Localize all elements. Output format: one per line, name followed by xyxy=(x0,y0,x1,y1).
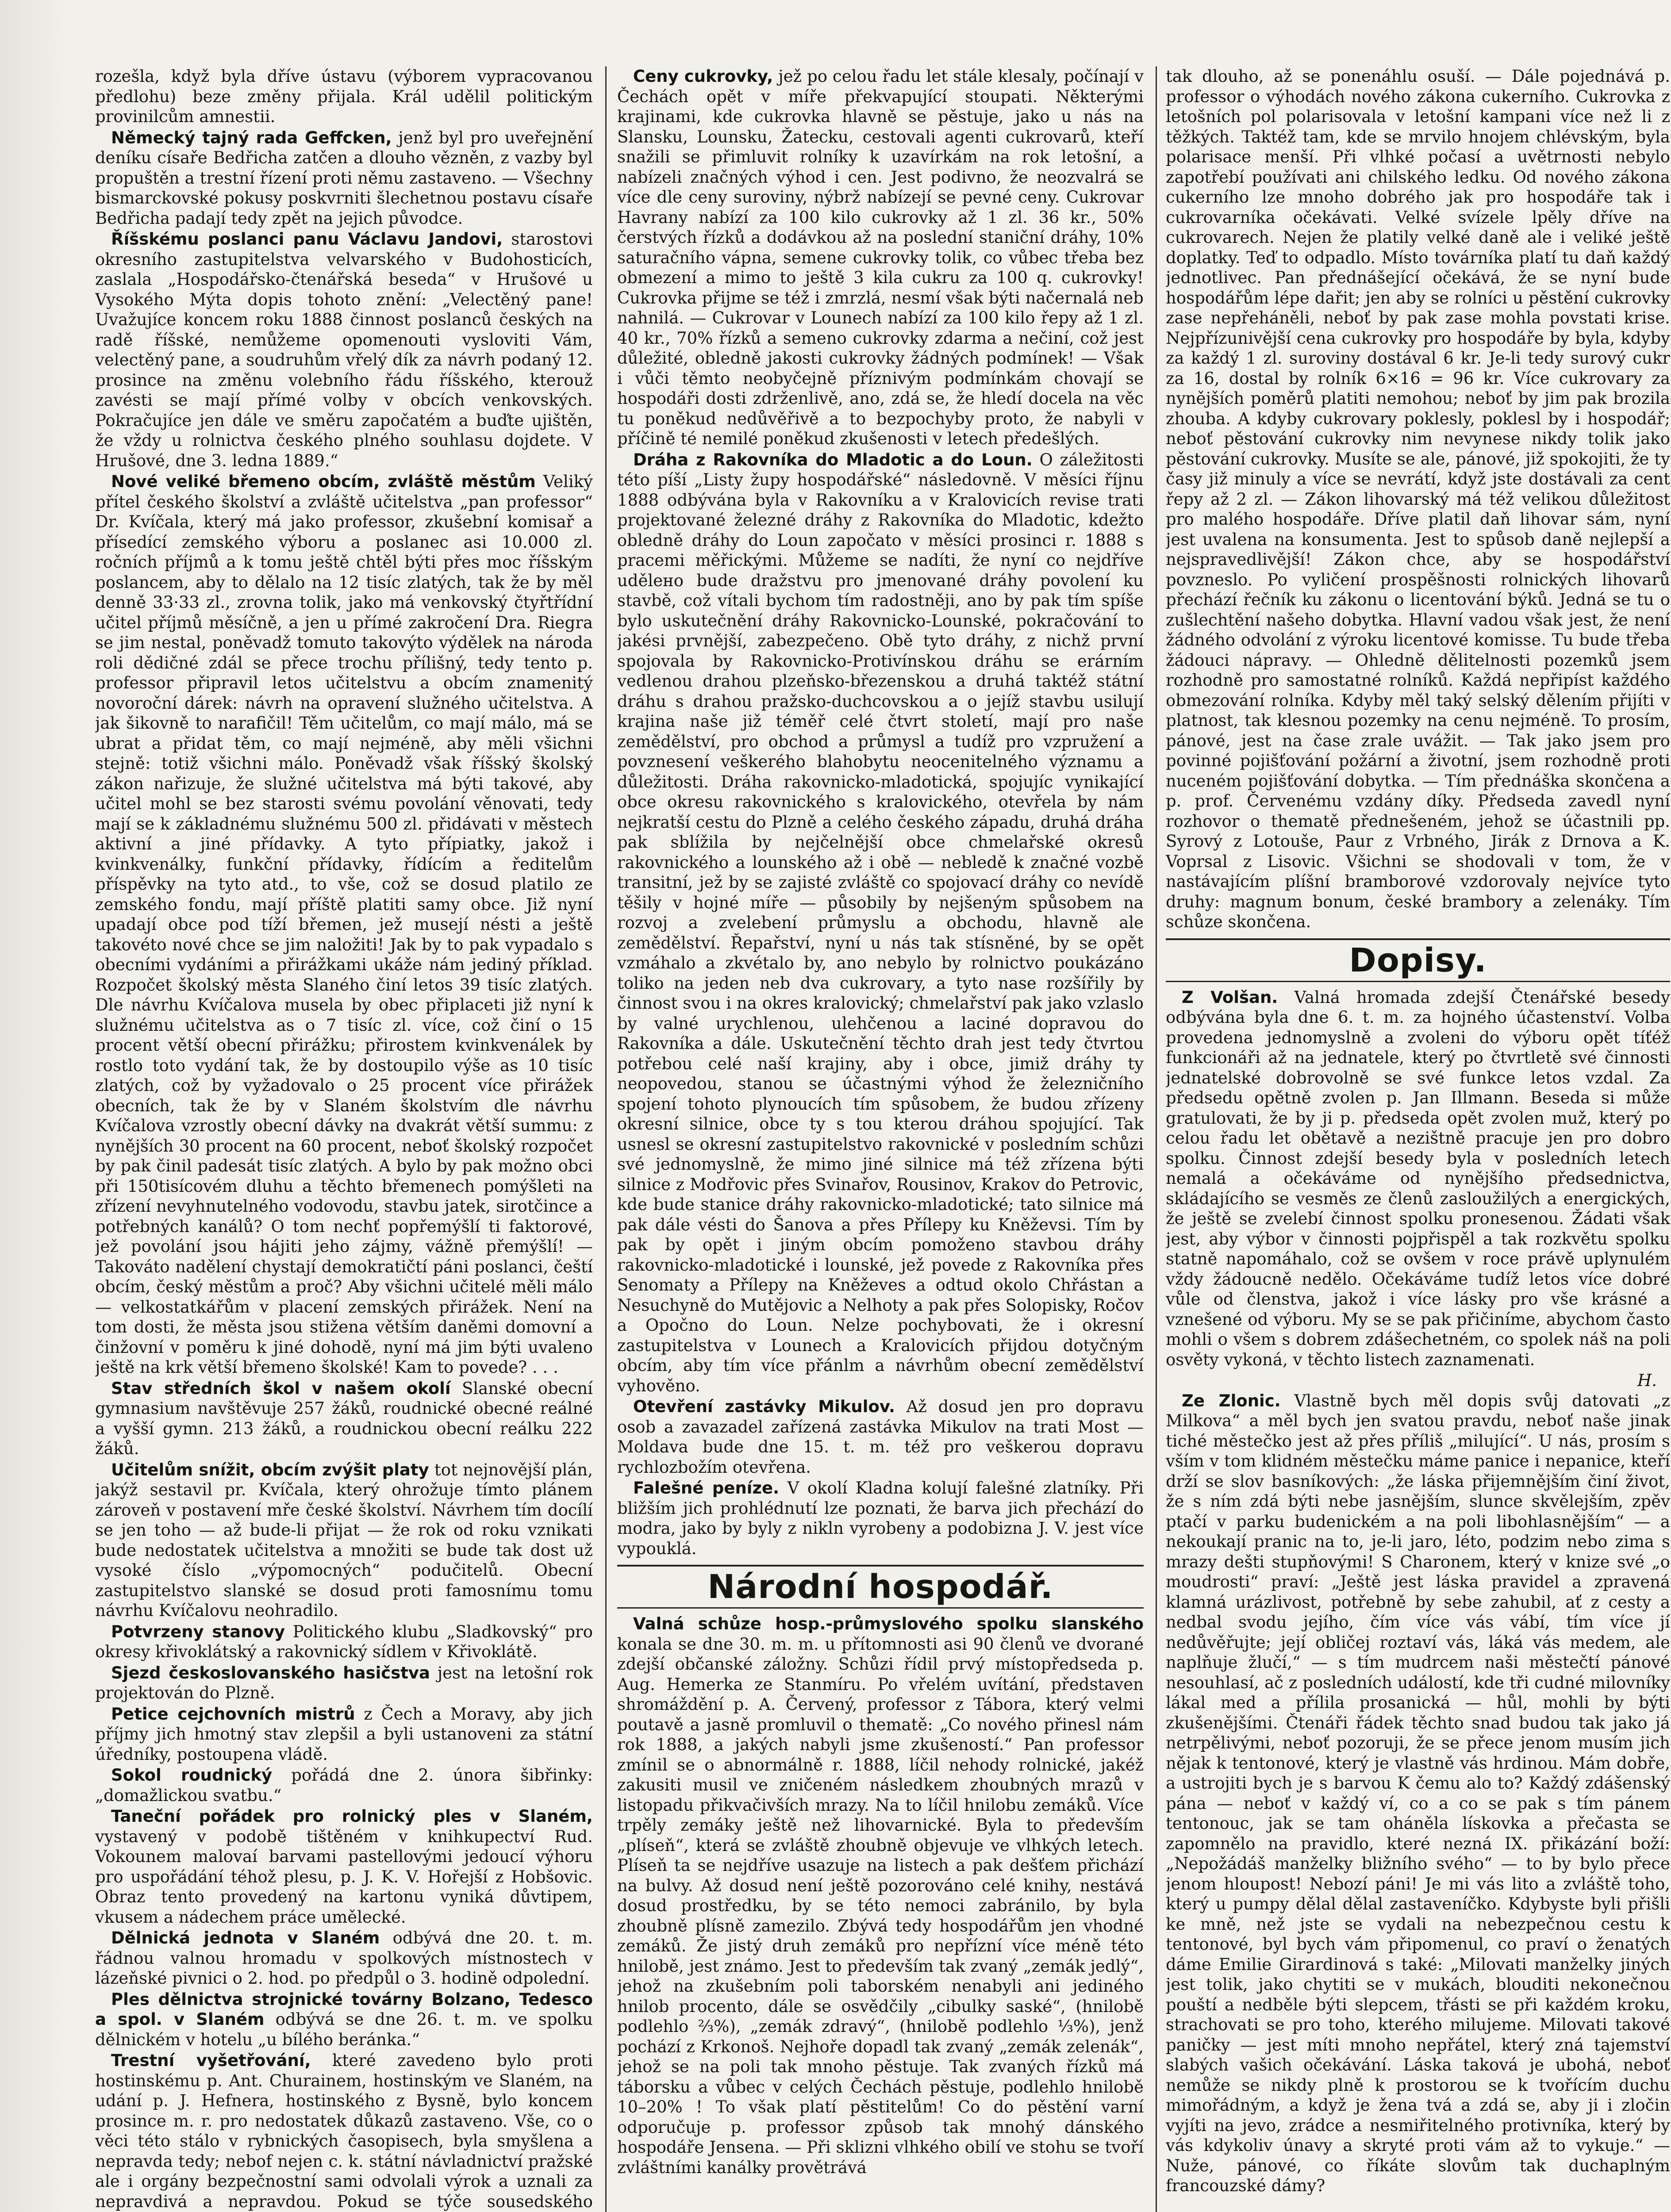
article-text: Veliký přítel českého školství a zvláště učitelstva „pan professor“ Dr. Kvíčala, který má jako professor, zkušební komisař a přísedící zemského výboru a poslanec asi 10.000 zl. ročních příjmů a k tomu ještě chtěl býti přes moc říšským poslancem, aby to dělalo na 12 tisíc zlatých, tak že by měl denně 33·33 zl., zrovna tolik, jako má venkovský čtyřtřídní učitel příjmů měsíčně, a jen u přímé zakročení Dra. Riegra se jim nestal, poněvadž tomuto takovýto výdělek na národa roli dědičné zdál se přece trochu přílišný, tedy tento p. professor připravil letos učitelstvu a obcím znamenitý novoroční dárek: návrh na opravení služného učitelstva. A jak šikovně to narafičil! Těm učitelům, co mají málo, má se ubrat a přidat těm, co mají nejméně, aby měli všichni stejně: totiž všichni málo. Poněvadž však říšský školský zákon nařizuje, že služné učitelstva má býti takové, aby učitel mohl se bez starosti svému povolání věnovati, tedy mají se k základnému služnému 500 zl. přidávati v městech aktivní a jiné přídavky. A tyto přípiatky, jakož i kvinkvenálky, funkční přídavky, řídícím a ředitelům příspěvky na tyto atd., to vše, což se dosud platilo ze zemského fondu, mají příště platiti samy obce. Již nyní upadají obce pod tíží břemen, jež musejí nésti a ještě takovéto nové chce se jim naložiti! Jak by to pak vypadalo s obecními vydáními a přirážkami ukáže nám jediný příklad. Rozpočet školský města Slaného činí letos 39 tisíc zlatých. Dle návrhu Kvíčalova musela by obec připlaceti již nyní k služnému učitelstva as o 7 tisíc zl. více, což činí o 15 procent větší obecní přirážku; přirostem kvinkvenálek by rostlo toto vydání tak, že by dostoupilo výše as 10 tisíc zlatých, což by vyžadovalo o 25 procent více přirážek obecních, tak že by v Slaném školstvím dle návrhu Kvíčalova vzrostly obecní dávky na dvakrát větší summu: z nynějších 30 procent na 60 procent, neboť školský rozpočet by pak činil padesát tisíc zlatých. A bylo by pak možno obci při 150tisícovém dluhu a těchto břemenech pomýšleti na zřízení nevyhnutelného vodovodu, stavbu jatek, sirotčince a potřebných kanálů? O tom nechť popřemýšlí ti faktorové, jež povolání jsou hájiti jeho zájmy, vážně přemýšlí! — Takováto nadělení chystají demokratičtí páni poslanci, čeští obcím, český městům a proč? Aby všichni učitelé měli málo — velkostatkářům v placení zemských přirážek. Není na tom dosti, že města jsou stižena větším daněmi domovní a činžovní v poměru k jiné dohodě, nyní má jim býti uvaleno ještě na krk větší břemeno školské! Kam to povede? . . . xyxy=(95,472,593,1377)
column-rule xyxy=(605,66,607,2212)
article-text: jest na letošní rok projektován do Plzně. xyxy=(95,1663,593,1702)
article-heading: Ples dělnictva strojnické továrny Bolzano, Tedesco a spol. v Slaném xyxy=(95,1989,593,2029)
article-text: tot nejnovější plán, jakýž sestavil pr. Kvíčala, který ohrožuje tímto plánem zároveň v postavení mře české školství. Návrhem tím docílí se jen toho — až bude-li přijat — že rok od roku vznikati bude nedostatek učitelstva a množiti se bude tak dost už vysoké číslo „výpomocných“ podučitelů. Obecní zastupitelstvo slanské se dosud proti famosnímu tomu návrhu Kvíčalovu neohradilo. xyxy=(95,1460,593,1620)
article-heading: Potvrzeny stanovy xyxy=(111,1622,285,1641)
article-paragraph xyxy=(95,229,593,471)
article-paragraph xyxy=(1166,1391,1670,2196)
column-right xyxy=(1166,66,1670,2212)
article-paragraph xyxy=(95,2051,593,2212)
article-paragraph xyxy=(95,472,593,1378)
article-text: starostovi okresního zastupitelstva velvarského v Budohosticích, zaslala „Hospodářsko-čtenářská beseda“ v Hrušové u Vysokého Mýta dopis tohoto znění: „Velectěný pane! Uvažujíce koncem roku 1888 činnost poslanců českých na radě říšské, nemůžeme opomenouti vysloviti Vám, velectěný pane, a soudruhům vřelý dík za návrh podaný 12. prosince na změnu volebního řádu říšského, kterouž zavésti se mají přímé volby v obcích venkovských. Pokračujíce jen dále ve směru započatém a buďte ujištěn, že vždy u rolnictva českého plného souhlasu dojdete. V Hrušové, dne 3. ledna 1889.“ xyxy=(95,230,593,470)
article-text: odbývá dne 20. t. m. řádnou valnou hromadu v spolkových místnostech v lázeňské pivnici o 2. hod. po předpůl o 3. hodině odpolední. xyxy=(95,1928,593,1988)
article-heading: Taneční pořádek pro rolnický ples v Slaném, xyxy=(111,1807,593,1826)
article-heading: Trestní vyšetřování, xyxy=(111,2051,311,2070)
article-text: pořádá dne 2. února šibřinky: „domažlickou svatbu.“ xyxy=(95,1766,593,1805)
article-text: O záležitosti této píší „Listy župy hospodářské“ následovně. V měsíci říjnu 1888 odbývána byla v Rakovníku a v Kralovicích revise trati projektované železné dráhy z Rakovníka do Mladotic, kdežto obledně dráhy do Loun započato v měsíci prosinci r. 1888 s pracemi měřickými. Můžeme se nadíti, že nyní co nejdříve udělено bude dražstvu pro jmenované dráhy povolení ku stavbě, což vítali bychom tím radostněji, ano by pak tím spíše bylo uskutečnění dráhy Rakovnicko-Lounské, pokračování to jakési prvnější, zabezpečeno. Obě tyto dráhy, z nichž první spojovala by Rakovnicko-Protivínskou dráhu se erárním vedlenou drahou plzeňsko-březenskou a druhá taktéž státní dráhu s drahou pražsko-duchcovskou a o jejíž stavbu usilují krajina naše již téměř celé čtvrt století, mají pro naše zemědělství, pro obchod a průmysl a tudíž pro vzpružení a povznesení veškerého blahobytu neocenitelného významu a důležitosti. Dráha rakovnicko-mladotická, spojujíc vynikající obce okresu rakovnického s kralovického, otevřela by nám nejkratší cestu do Plzně a celého českého západu, druhá dráha pak sblížila by nejčelnější obce chmelařské okresů rakovnického a lounského až i obě — nebledě k značné vozbě transitní, jež by se zajisté zvláště co spojovací dráhy co nevídě těšily v hojné míře — působily by nejšeným spůsobem na rozvoj a zvelebení průmyslu a obchodu, hlavně ale zemědělství. Řepařství, nyní u nás tak stísněné, by se opět vzmáhalo a zkvétalo by, ano nebylo by rolnictvo poukázáno toliko na jeden neb dva cukrovary, a tyto nase rozšířily by činnost svou i na okres kralovický; chmelařství pak jako vzlaslo by valné urychlenou, ulehčenou a laciné dopravou do Rakovníka a dále. Uskutečnění těchto drah jest tedy čtvrtou potřebou celé naší krajiny, aby i obce, jimiž dráhy ty neopovedou, stanou se účastnými výhod že železničního spojení tohoto plynoucích tím spůsobem, že budou zřízeny okresní silnice, obce ty s tou kterou dráhou spojující. Tak usnesl se okresní zastupitelstvo rakovnické v posledním schůzi své jednomyslně, že mimo jiné silnice má též zřízena býti silnice z Modřovic přes Svinařov, Rousinov, Krakov do Petrovic, kde bude stanice dráhy rakovnicko-mladotické; tato silnice má pak dále vésti do Šanova a přes Přílepy ku Kněževsi. Tím by pak by opět i jiným obcím pomoženo stavbou dráhy rakovnicko-mladotické i lounské, jež povede z Rakovníka přes Senomaty a Přílepy na Kněževes a odtud okolo Chřástan a Nesuchyně do Mutějovic a Nelhoty a pak přes Solopisky, Ročov a Opočno do Loun. Nelze pochybovati, že i okresní zastupitelstva v Lounech a Kralovicích přijdou dotyčným obcím, aby tím více přánlm a návrhům obecní zemědělství vyhověno. xyxy=(617,450,1144,1395)
newspaper-page xyxy=(95,66,1670,2212)
article-text: Slanské obecní gymnasium navštěvuje 257 žáků, roudnické obecné reálné a vyšší gymn. 213 žáků, a roudnickou obecní reálku 222 žáků. xyxy=(95,1379,593,1458)
article-paragraph xyxy=(1166,66,1670,932)
article-text: jenž byl pro uveřejnění deníku císaře Bedřicha zatčen a dlouho vězněn, z vazby byl propuštěn a trestní řízení proti němu zastaveno. — Všechny bismarckovské pokusy poskvrniti šlechetnou postavu císaře Bedřicha padají tedy zpět na jejich původce. xyxy=(95,128,593,228)
article-heading: Valná schůze hosp.-průmyslového spolku slanského xyxy=(633,1614,1144,1633)
article-paragraph xyxy=(1166,987,1670,1370)
article-paragraph xyxy=(95,1622,593,1662)
article-paragraph xyxy=(617,66,1144,449)
article-heading: Sokol roudnický xyxy=(111,1766,273,1785)
article-paragraph xyxy=(95,1704,593,1765)
article-paragraph xyxy=(617,1397,1144,1477)
article-paragraph xyxy=(95,1806,593,1927)
column-left xyxy=(95,66,593,2212)
article-heading: Učitelům snížit, obcím zvýšit platy xyxy=(111,1460,429,1479)
article-heading: Falešné peníze. xyxy=(633,1479,780,1498)
article-text: tak dlouho, až se ponenáhlu osuší. — Dále pojednává p. professor o výhodách nového zákona cukerního. Cukrovka z letošních pol polarisovala v letošní kampani více než li z těžkých. Taktéž tam, kde se mrvilo hnojem chlévským, byla polarisace menší. Při vlhké počasí a uvětrnosti nebylo zapotřebí používati ani chilského ledku. Od nového zákona cukerního lze mnoho dobrého jak pro hospodáře tak i cukrovarníka očekávati. Velké svízele lpěly dříve na cukrovarech. Nejen že platily velké daně ale i veliké ještě doplatky. Teď to odpadlo. Místo továrníka platí tu daň každý jednotlivec. Pan přednášející očekává, že se nyní bude hospodářům lépe dařit; jen aby se rolníci u pěstění cukrovky zase nepřeháněli, neboť by pak zase mohla povstati krise. Nejpřízunivější cena cukrovky pro hospodáře by byla, kdyby za každý 1 zl. suroviny dostával 6 kr. Je-li tedy surový cukr za 16, dostal by rolník 6×16 = 96 kr. Více cukrovary za nynějších poměrů platiti nemohou; neboť by jim pak brozila zhouba. A kdyby cukrovary poklesly, poklesl by i hospodář; neboť pěstování cukrovky nim nevynese nikdy tolik jako pěstování cukrovky. Musíte se ale, pánové, již spokojiti, že ty časy již minuly a více se nevrátí, když jste dostávali za cent řepy až 2 zl. — Zákon lihovarský má též velikou důležitost pro malého hospodáře. Dříve platil daň lihovar sám, nyní jest uvalena na konsumenta. Jest to spůsob daně nejlepší a nejspravedlivější! Zákon chce, aby se hospodářství povzneslo. Po vyličení prospěšnosti rolnických lihovarů přechází řečník ku zákonu o licentování býků. Jedná se tu o zušlechtění našeho dobytka. Hlavní vadou však jest, že není žádného odvolání z výroku licentové komisse. Tu bude třeba žádouci nápravy. — Ohledně dělitelnosti pozemků jsem rozhodně pro samostatné rolníků. Každá nepřipíst každého obmezování rolníka. Kdyby měl taký selský dělením přijíti v platnost, tak klesnou pozemky na cenu nejméně. To prosím, pánové, jest na čase zrale uvážit. — Tak jako jsem pro povinné pojišťování požární a životní, jsem rozhodně proti nuceném pojišťování dobytka. — Tím přednáška skončena a p. prof. Červenému vzdány díky. Předseda zavedl nyní rozhovor o thematě přednešeném, jehož se účastnili pp. Syrový z Lotouše, Paur z Vrbného, Jirák z Drnova a K. Voprsal z Lisovic. Všichni se shodovali v tom, že v nastávajícím plíšní bramborové vzdorovaly nejvíce tyto druhy: magnum bonum, české brambory a zelenáky. Tím schůze skončena. xyxy=(1166,67,1670,931)
article-text: jež po celou řadu let stále klesaly, počínají v Čechách opět v míře překvapující stoupati. Některými krajinami, kde cukrovka hlavně se pěstuje, jako u nás na Slansku, Lounsku, Žatecku, cestovali agenti cukrovarů, kteří snažili se přimluvit rolníky k uzavírkám na rok letošní, a nabízeli značných výhod i cen. Jest podivno, že neozvalrá se více dle ceny suroviny, nýbrž nabízejí se pevné ceny. Cukrovar Havrany nabízí za 100 kilo cukrovky až 1 zl. 36 kr., 50% čerstvých řízků a dodávkou až na poslední staniční dráhy, 10% saturačního vápna, semene cukrovky tolik, co vůbec třeba bez obmezení a mimo to ještě 3 kila cukru za 100 q. cukrovky! Cukrovka přijme se též i zmrzlá, nesmí však býti načernalá neb nahnilá. — Cukrovar v Lounech nabízí za 100 kilo řepy až 1 zl. 40 kr., 70% řízků a semeno cukrovky zdarma a nečiní, což jest důležité, obledně jakosti cukrovky žádných podmínek! — Však i vůči těmto neobyčejně příznivým podmínkám chovají se hospodáři dosti zdrženlivě, ano, zdá se, že hledí docela na věc tu poněkud nedůvěřivě a to bezpochyby proto, že nabyli v příčině té nemilé poněkud zkušenosti v letech předešlých. xyxy=(617,67,1144,448)
article-text: Až dosud jen pro dopravu osob a zavazadel zařízená zastávka Mikulov na trati Most — Moldava bude dne 15. t. m. též pro veškerou dopravu rychlozbožím otevřena. xyxy=(617,1397,1144,1477)
article-paragraph xyxy=(617,450,1144,1396)
article-text: rozešla, když byla dříve ústavu (výborem vypracovanou předlohu) beze změny přijala. Král udělil politickým provinilcům amnestii. xyxy=(95,67,593,126)
article-text: vystavený v podobě tištěném v knihkupectví Rud. Vokounem malovaí barvami pastellovými jedoucí výhoru pro uspořádání téhož plesu, p. J. K. V. Hořejší z Hobšovic. Obraz tento provedený na kartonu vyniká důvtipem, vkusem a nádechem práce umělecké. xyxy=(95,1827,593,1927)
article-heading: Stav středních škol v našem okolí xyxy=(111,1379,451,1398)
page-edge-shadow xyxy=(0,0,66,2212)
article-heading: Německý tajný rada Geffcken, xyxy=(111,128,392,147)
article-text: Valná hromada zdejší Čtenářské besedy odbývána byla dne 6. t. m. za hojného účastenství. Volba provedena jednomyslně a zvoleni do výboru opět tíťéž funkcionáři až na jednatele, který po čtvrtletě své činnosti jednatelské dobrovolně se své funkce letos vzdal. Za předsedu opětně zvolen p. Jan Illmann. Beseda si může gratulovati, že by ji p. předseda opět zvolen muž, který po celou řadu let obětavě a nezištně pracuje jen pro dobro spolku. Činnost zdejší besedy byla v posledních letech nemalá a očekáváme od nynějšího předsednictva, skládajícího se vesměs ze členů zasloužilých a energických, že ještě se zvelebí činnost spolku pronesenou. Žádati však jest, aby výbor v činnosti pojpřispěl a tak rozkvětu spolku statně napomáhalo, což se ovšem v roce právě uplynulém vždy žádoucně nedělo. Očekáváme tudíž letos více dobré vůle od členstva, jakož i více lásky pro vše krásné a vznešené od výboru. My se se pak přičiníme, abychom často mohli o všem s dobrem zdášechetném, co spolek náš na poli osvěty vykoná, v těchto listech zaznamenati. xyxy=(1166,987,1670,1369)
article-paragraph xyxy=(95,1765,593,1805)
section-heading: Dopisy. xyxy=(1166,938,1670,982)
article-paragraph xyxy=(95,128,593,229)
article-paragraph xyxy=(95,1989,593,2050)
article-text: z Čech a Moravy, aby jich příjmy jich hmotný stav zlepšil a byli ustanoveni za státní úředníky, postoupena vládě. xyxy=(95,1704,593,1764)
article-heading: Otevření zastávky Mikulov. xyxy=(633,1397,895,1416)
article-paragraph xyxy=(95,1460,593,1621)
section-heading: Národní hospodář. xyxy=(617,1565,1144,1609)
column-middle xyxy=(617,66,1144,2212)
article-text: odbývá se dne 26. t. m. ve spolku dělnickém v hotelu „u bílého beránka.“ xyxy=(95,2010,593,2049)
article-text: konala se dne 30. m. m. u přítomnosti asi 90 členů ve dvorané zdejší občanské záložny. Schůzi řídil prvý místopředseda p. Aug. Hemerka ze Stanmíru. Po vřelém uvítání, představen shromáždění p. A. Červený, professor z Tábora, který velmi poutavě a jasně promluvil o thematě: „Co nového přinesl nám rok 1888, a jakých nabyli jsme zkušeností.“ Pan professor zmínil se o abnormálně r. 1888, líčil nehody rolnické, jakéž zakusiti musil ve zničeném následkem zhoubných mrazů v listopadu přikvačivších mrazy. Na to líčil hnilobu zemáků. Více trpěly zemáky ještě než lihovarnické. Byla to především „plíseň“, která se zvláště zhoubně objevuje ve vlhkých letech. Plíseň ta se nejdříve usazuje na listech a pak dešťem přichází na bulvy. Až dosud není ještě pozorováno celé knihy, nestává dosud prostředku, by se této nemoci zabránilo, by byla zhoubně plísně zamezilo. Zbývá tedy hospodářům jen vhodné zemáků. Že jistý druh zemáků pro nepřízní více méně této hnilobě, jest známo. Jest to především tak zvaný „zemák jedlý“, jehož na zkušebním poli taborském nenabyli ani jediného hnilob procento, dále se osvědčily „cibulky saské“, (hnilobě podlehlo ⅔%), „zemák zdravý“, (hnilobě podlehlo ⅓%), jenž pochází z Krkonoš. Nejhoře dopadl tak zvaný „zemák zelenák“, jehož se na poli tak mnoho pěstuje. Tak zvaných řízků má táborsku a vůbec v celých Čechách pěstuje, podlehlo hnilobě 10–20% ! To však platí pěstitelům! Co do pěstění varní odporučuje p. professor způsob tak mnohý dánského hospodáře Jensena. — Při sklizni vlhkého obilí ve stohu se tvoří zvláštními kanálky provětrává xyxy=(617,1634,1144,2177)
article-heading: Dráha z Rakovníka do Mladotic a do Loun. xyxy=(633,450,1033,469)
column-rule xyxy=(1156,66,1157,2212)
article-paragraph xyxy=(95,1663,593,1703)
article-heading: Ceny cukrovky, xyxy=(633,67,773,86)
article-heading: Dělnická jednota v Slaném xyxy=(111,1928,380,1947)
article-heading: Sjezd českoslovanského hasičstva xyxy=(111,1663,430,1682)
article-heading: Říšskému poslanci panu Václavu Jandovi, xyxy=(111,230,503,249)
article-heading: Z Volšan. xyxy=(1182,987,1278,1007)
article-text: Politického klubu „Sladkovský“ pro okresy křivoklátský a rakovnický sídlem v Křivoklátě. xyxy=(95,1622,593,1661)
article-text: které zavedeno bylo proti hostinskému p. Ant. Churainem, hostinským ve Slaném, na udání p. J. Hefnera, hostinského z Bysně, bylo koncem prosince m. r. pro nedostatek důkazů zastaveno. Vše, co o věci této stálo v rybnických časopisech, byla smyšlena a nepravda tedy; nebof nejen c. k. státní návladnictví pražské ale i orgány bezpečnostní sami odvolali výrok a uznali za nepravdivá a nepravdou. Pokud se týče sousedského xyxy=(95,2051,593,2211)
article-text: V okolí Kladna kolují falešné zlatníky. Při bližším jich prohlédnutí lze poznati, že barva jich přechází do modra, jako by byly z nikln vyrobeny a podobizna J. V. jest více vypouklá. xyxy=(617,1479,1144,1558)
article-heading: Nové veliké břemeno obcím, zvláště městům xyxy=(111,472,536,491)
article-paragraph xyxy=(617,1614,1144,2177)
article-paragraph xyxy=(95,1928,593,1989)
article-signature: H. xyxy=(1637,1371,1657,1390)
article-heading: Ze Zlonic. xyxy=(1182,1391,1281,1410)
article-paragraph xyxy=(617,1478,1144,1559)
article-heading: Petice cejchovních mistrů xyxy=(111,1704,355,1724)
article-paragraph xyxy=(95,66,593,127)
article-paragraph xyxy=(95,1379,593,1459)
article-text: Vlastně bych měl dopis svůj datovati „z Milkova“ a měl bych jen svatou pravdu, neboť naše jinak tiché městečko jest až přes příliš „milující“. U nás, prosím s vším v tom klidném městečku máme panice i nepanice, kteří drží se slov basníkových: „že láska přijemnějším činí život, že s ním zdá býti nebe jasnějším, slunce skvělejším, zpěv ptačí v parku budenickém a na poli libohlasnějším“ — a nekoukají pranic na to, je-li jaro, léto, podzim nebo zima s mrazy dešti stupňovými! S Charonem, který v knize své „o moudrosti“ praví: „Ještě jest láska pravidel a zpravená klamná urázlivost, potřebně by sebe zahubil, ať z cesty a nedbal svodu jejího, čím více vás vábí, tím více jí nedůvěřujte; její obličej roztaví vás, láká vás medem, ale naplňuje žlučí,“ — s tím mudrcem naši městečtí pánové nesouhlasí, ač z posledních událostí, kde tři cudné milovníky lákal med a přílila prosanická — hůl, mohli by býti zkušenějšími. Čtenáři řádek těchto snad budou tak jako já netrpělivými, neboť pozoruji, že se přece jenom musím jich nějak k tentonové, který je vlastně vás hrdinou. Mám dobře, a ustrojiti bych je s barvou K čemu alo to? Každý zdášenský pána — neboť v každý ví, co a co se pak s tím pánem tentonouc, jak se tam oháněla lískovka a přečasta se zapomnělo na pravidlo, které nezná IX. přikázání boží: „Nepožádáš manželky bližního svého“ — to by bylo přece jenom hloupost! Nebozí páni! Je mi vás lito a zvláště toho, který u pumpy dělal dělal zastaveníčko. Kdybyste byli přišli ke mně, než jste se vydali na nebezpečnou cestu k tentonové, byl bych vám připomenul, co praví o ženatých dáme Emilie Girardinová s také: „Milovati manželky jiných jest tolik, jako chytiti se v mukách, blouditi nekonečnou pouští a nedběle býti slepcem, třásti se při každém kroku, strachovati se pro toho, kterého milujeme. Milovati takové paničky — jest míti mnoho nepřátel, který zná tajemství slabých vašich očekávání. Láska taková je ubohá, neboť nemůže se nikdy plně k prostorou se k tvořícím duchu mimořádným, a když je žena tvá a zdá se, aby ji i zločin vyjíti na jevo, zrádce a nesmiřitelného protivníka, který by vás kdykoliv únavy a skryté proti vám až to vykuje.“ — Nuže, pánové, co říkáte slovům tak duchaplným francouzské dámy? xyxy=(1166,1391,1670,2195)
